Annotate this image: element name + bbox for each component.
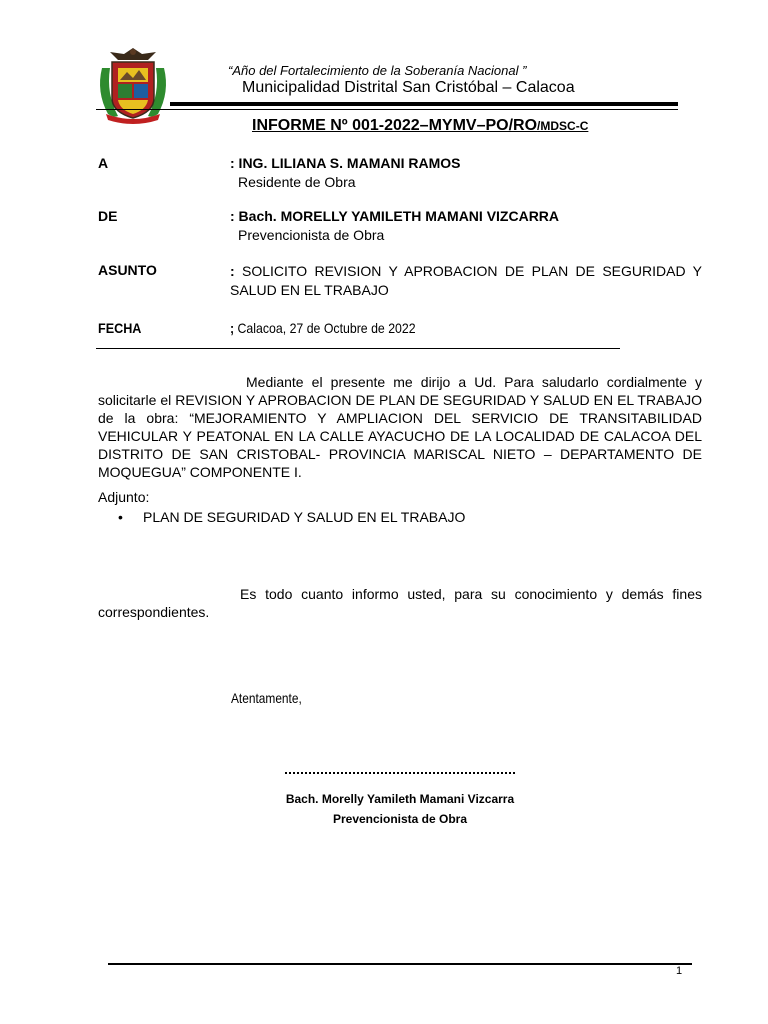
adjunto-label: Adjunto: <box>98 489 150 505</box>
field-de-label: DE <box>98 208 118 224</box>
fields-separator <box>96 348 620 349</box>
field-asunto-value <box>230 262 702 300</box>
recipient-name: : ING. LILIANA S. MAMANI RAMOS <box>230 155 461 171</box>
field-fecha-label: FECHA <box>98 320 142 336</box>
closing-paragraph <box>98 585 702 621</box>
field-fecha-value <box>230 320 416 336</box>
document-title <box>252 117 588 135</box>
title-suffix: /MDSC-C <box>537 119 589 133</box>
municipality-name: Municipalidad Distrital San Cristóbal – Calacoa <box>242 79 575 96</box>
fecha-text: Calacoa, 27 de Octubre de 2022 <box>237 320 416 336</box>
body-paragraph <box>98 373 702 481</box>
asunto-colon: : <box>230 263 235 279</box>
attachment-item: PLAN DE SEGURIDAD Y SALUD EN EL TRABAJO <box>143 509 466 525</box>
field-a-name <box>230 155 460 171</box>
body-paragraph-text: Mediante el presente me dirijo a Ud. Para saludarlo cordialmente y solicitarle el REVISION Y APROBACION DE PLAN DE SEGURIDAD Y SALUD EN EL TRABAJO de la obra: “MEJORAMIENTO Y AMPLIACION DEL SERVICIO DE TRANSITABILIDAD VEHICULAR Y PEATONAL EN LA CALLE AYACUCHO DE LA LOCALIDAD DE CALACOA DEL DISTRITO DE SAN CRISTOBAL- PROVINCIA MARISCAL NIETO – DEPARTAMENTO DE MOQUEGUA” COMPONENTE I. <box>98 374 702 480</box>
closing-text: Es todo cuanto informo usted, para su conocimiento y demás fines correspondientes. <box>98 586 702 620</box>
title-main: INFORME Nº 001-2022–MYMV–PO/RO <box>252 117 538 134</box>
field-asunto-label: ASUNTO <box>98 262 157 278</box>
motto-text: “Año del Fortalecimiento de la Soberanía Nacional ” <box>228 63 527 78</box>
bullet-dot-icon: • <box>118 509 123 525</box>
salutation: Atentamente, <box>231 690 302 706</box>
page-number: 1 <box>676 965 683 977</box>
sender-name: : Bach. MORELLY YAMILETH MAMANI VIZCARRA <box>230 208 560 224</box>
municipal-coat-of-arms-icon <box>96 44 170 124</box>
footer-divider <box>108 963 692 965</box>
field-de-name <box>230 208 559 224</box>
asunto-text: SOLICITO REVISION Y APROBACION DE PLAN DE SEGURIDAD Y SALUD EN EL TRABAJO <box>230 263 703 298</box>
signature-name: Bach. Morelly Yamileth Mamani Vizcarra <box>285 792 515 806</box>
field-de-role: Prevencionista de Obra <box>238 227 385 243</box>
fecha-colon: ; <box>230 320 235 336</box>
field-a-role: Residente de Obra <box>238 174 356 190</box>
header-divider-thin <box>96 109 678 110</box>
header-divider-thick <box>170 102 678 106</box>
field-a-label: A <box>98 155 109 171</box>
signature-line <box>285 772 515 774</box>
signature-role: Prevencionista de Obra <box>332 812 468 826</box>
